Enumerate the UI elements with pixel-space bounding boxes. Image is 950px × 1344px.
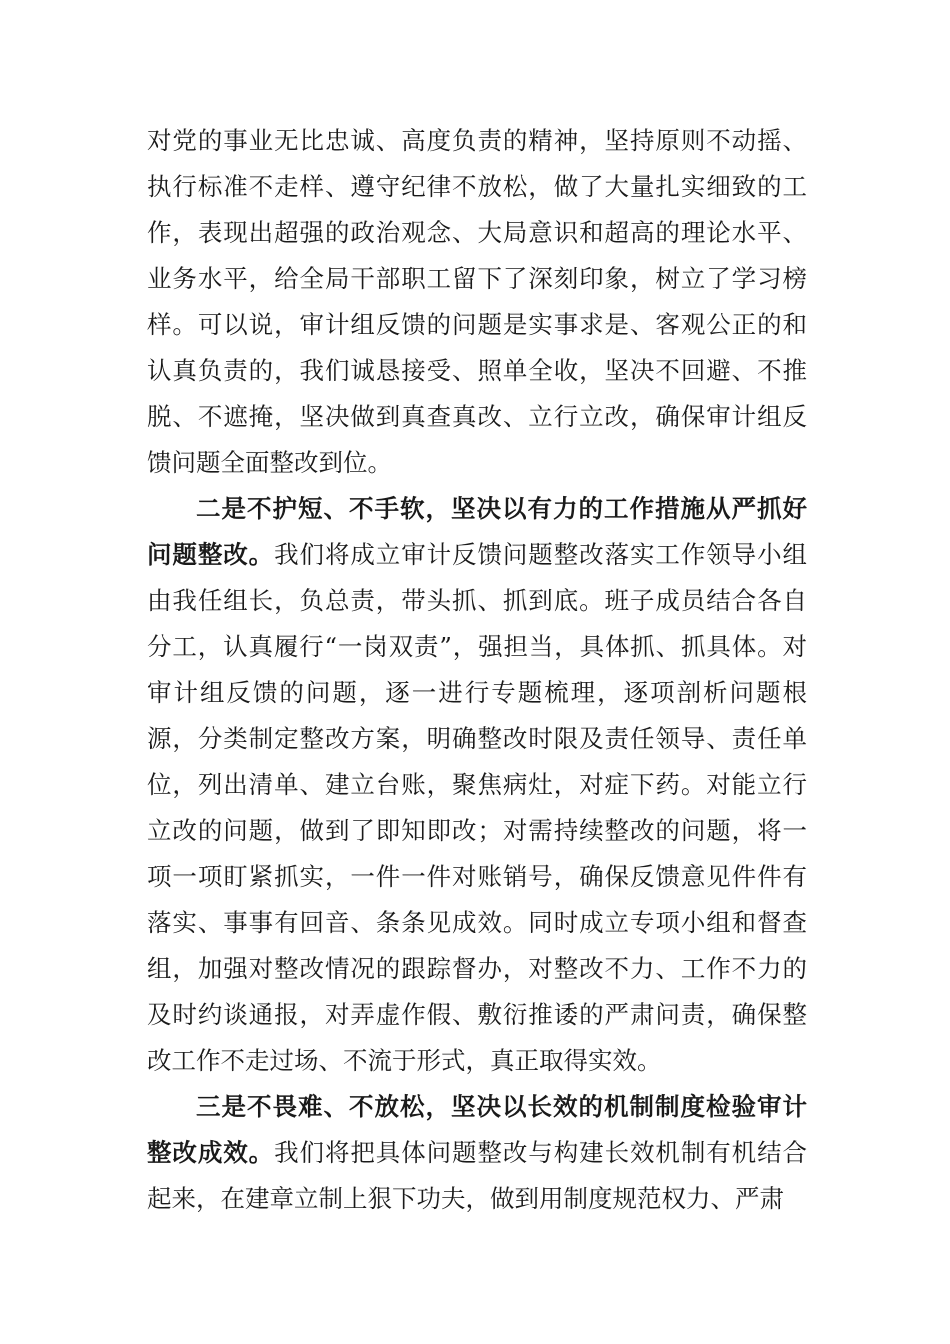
paragraph-lead-heading: 二是不护短、不手软，坚决以有力的工作措施从严抓好问题整改。 bbox=[147, 494, 807, 569]
paragraph-lead-heading: 三是不畏难、不放松，坚决以长效的机制制度检验审计整改成效。 bbox=[147, 1092, 807, 1167]
paragraph-text: 对党的事业无比忠诚、高度负责的精神，坚持原则不动摇、执行标准不走样、遵守纪律不放松，做了大量扎实细致的工作，表现出超强的政治观念、大局意识和超高的理论水平、业务水平，给全局干部职工留下了深刻印象，树立了学习榜样。可以说，审计组反馈的问题是实事求是、客观公正的和认真负责的，我们诚恳接受、照单全收，坚决不回避、不推脱、不遮掩，坚决做到真查真改、立行立改，确保审计组反馈问题全面整改到位。 bbox=[147, 126, 807, 477]
paragraph-text: 我们将把具体问题整改与构建长效机制有机结合起来，在建章立制上狠下功夫，做到用制度规范权力、严肃 bbox=[147, 1138, 808, 1213]
paragraph-point-two bbox=[147, 486, 807, 1084]
paragraph-continued bbox=[147, 118, 807, 486]
paragraph-point-three bbox=[147, 1084, 807, 1222]
paragraph-text: 我们将成立审计反馈问题整改落实工作领导小组由我任组长，负总责，带头抓、抓到底。班子成员结合各自分工，认真履行“一岗双责”，强担当，具体抓、抓具体。对审计组反馈的问题，逐一进行专题梳理，逐项剖析问题根源，分类制定整改方案，明确整改时限及责任领导、责任单位，列出清单、建立台账，聚焦病灶，对症下药。对能立行立改的问题，做到了即知即改；对需持续整改的问题，将一项一项盯紧抓实，一件一件对账销号，确保反馈意见件件有落实、事事有回音、条条见成效。同时成立专项小组和督查组，加强对整改情况的跟踪督办，对整改不力、工作不力的及时约谈通报，对弄虚作假、敷衍推诿的严肃问责，确保整改工作不走过场、不流于形式，真正取得实效。 bbox=[147, 540, 808, 1075]
document-body bbox=[147, 118, 807, 1222]
